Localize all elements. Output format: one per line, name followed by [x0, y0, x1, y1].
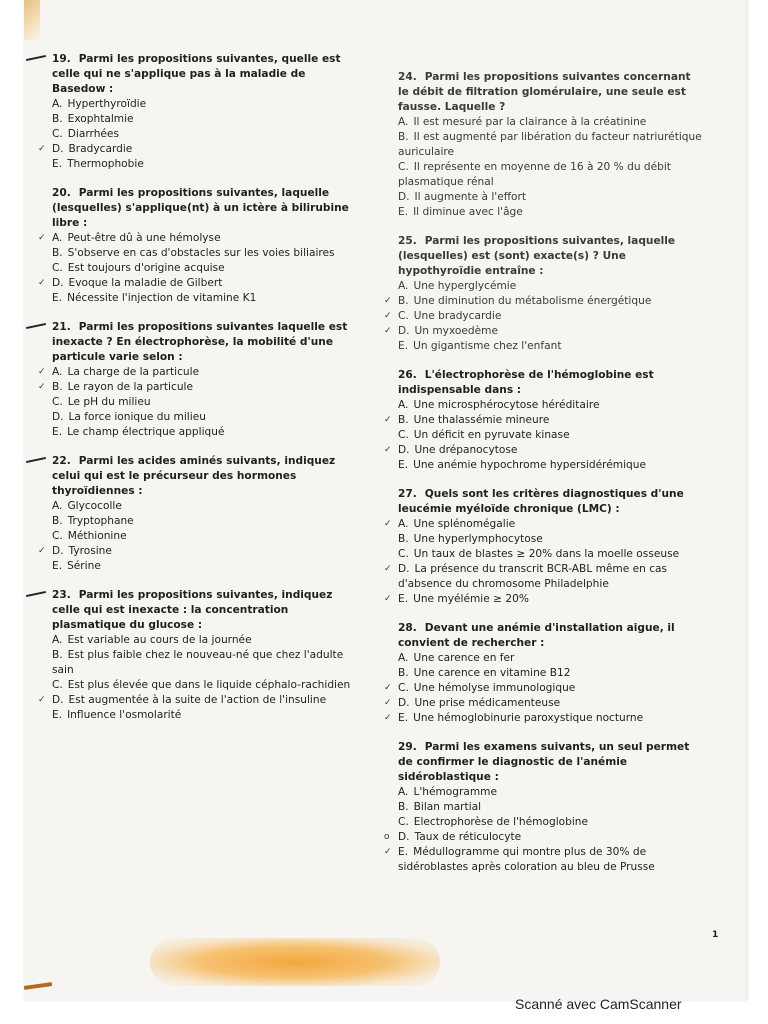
question-number: 19.	[52, 53, 71, 65]
question-29	[384, 740, 703, 875]
option-letter: A.	[398, 518, 409, 530]
check-mark-icon: ✓	[384, 445, 392, 455]
answer-option	[384, 696, 703, 711]
option-text: Diarrhées	[67, 128, 119, 140]
question-19	[38, 52, 362, 172]
option-text: Une carence en fer	[413, 652, 515, 664]
answer-option	[398, 428, 703, 443]
question-text	[52, 588, 362, 633]
question-text	[398, 234, 703, 279]
check-mark-icon: ✓	[38, 278, 46, 288]
check-mark-icon: ✓	[38, 382, 46, 392]
option-letter: B.	[52, 247, 63, 259]
check-mark-icon: ✓	[384, 564, 392, 574]
option-letter: B.	[398, 295, 409, 307]
option-text: Bradycardie	[68, 143, 133, 155]
option-letter: C.	[398, 682, 409, 694]
option-text: La présence du transcrit BCR-ABL même en cas d'absence du chromosome Philadelphie	[398, 563, 668, 590]
answer-option	[52, 425, 362, 440]
check-mark-icon: ✓	[38, 367, 46, 377]
answer-option	[384, 830, 703, 845]
option-text: La force ionique du milieu	[68, 411, 206, 423]
question-statement: Devant une anémie d'installation aigue, il convient de rechercher :	[398, 622, 675, 649]
option-letter: D.	[52, 143, 64, 155]
option-text: Nécessite l'injection de vitamine K1	[67, 292, 257, 304]
option-text: Bilan martial	[413, 801, 482, 813]
option-text: Il représente en moyenne de 16 à 20 % du débit plasmatique rénal	[398, 161, 671, 188]
option-text: Une prise médicamenteuse	[414, 697, 561, 709]
answer-option	[398, 800, 703, 815]
option-letter: D.	[398, 831, 410, 843]
question-25	[384, 234, 703, 354]
answer-option	[52, 395, 362, 410]
answer-option	[398, 547, 703, 562]
question-number: 29.	[398, 741, 417, 753]
answer-option	[398, 651, 703, 666]
option-letter: B.	[398, 131, 409, 143]
answer-option	[398, 190, 703, 205]
answer-option	[384, 592, 703, 607]
option-letter: C.	[398, 161, 409, 173]
answer-option	[398, 339, 703, 354]
option-text: Une anémie hypochrome hypersidérémique	[413, 459, 646, 471]
option-letter: C.	[398, 429, 409, 441]
check-mark-icon: ✓	[384, 594, 392, 604]
question-statement: Parmi les examens suivants, un seul permet de confirmer le diagnostic de l'anémie sidéroblastique :	[398, 741, 690, 783]
answer-option	[38, 365, 362, 380]
question-statement: Parmi les propositions suivantes, laquelle (lesquelles) est (sont) exacte(s) ? Une hypothyroïdie entraîne :	[398, 235, 676, 277]
option-letter: E.	[52, 292, 63, 304]
option-text: Méthionine	[67, 530, 127, 542]
option-text: Taux de réticulocyte	[414, 831, 522, 843]
option-letter: A.	[398, 652, 409, 664]
answer-option	[52, 529, 362, 544]
answer-option	[398, 115, 703, 130]
option-letter: A.	[52, 98, 63, 110]
orange-stain	[150, 938, 440, 986]
option-letter: B.	[52, 649, 63, 661]
option-letter: D.	[398, 325, 410, 337]
question-26	[384, 368, 703, 473]
option-letter: E.	[398, 340, 409, 352]
question-text	[398, 487, 703, 517]
check-mark-icon: ✓	[384, 519, 392, 529]
option-letter: D.	[398, 697, 410, 709]
question-number: 20.	[52, 187, 71, 199]
question-21	[38, 320, 362, 440]
option-text: Glycocolle	[67, 500, 122, 512]
check-mark-icon: ✓	[384, 296, 392, 306]
option-text: Influence l'osmolarité	[67, 709, 182, 721]
answer-option	[52, 291, 362, 306]
answer-option	[384, 517, 703, 532]
option-letter: D.	[52, 411, 64, 423]
question-text	[52, 186, 362, 231]
option-letter: B.	[52, 515, 63, 527]
answer-option	[384, 681, 703, 696]
answer-option	[52, 499, 362, 514]
option-text: Une bradycardie	[413, 310, 502, 322]
question-text	[52, 320, 362, 365]
question-number: 21.	[52, 321, 71, 333]
option-letter: C.	[52, 128, 63, 140]
option-text: Hyperthyroïdie	[67, 98, 147, 110]
answer-option	[52, 246, 362, 261]
answer-option	[384, 845, 703, 875]
answer-option	[52, 648, 362, 678]
check-mark-icon: ✓	[38, 695, 46, 705]
option-letter: B.	[398, 667, 409, 679]
option-letter: C.	[398, 816, 409, 828]
option-letter: B.	[398, 414, 409, 426]
option-text: Une splénomégalie	[413, 518, 516, 530]
option-text: Médullogramme qui montre plus de 30% de sidéroblastes après coloration au bleu de Prusse	[398, 846, 655, 873]
answer-option	[384, 413, 703, 428]
option-text: Est toujours d'origine acquise	[67, 262, 225, 274]
option-letter: D.	[52, 545, 64, 557]
question-number: 23.	[52, 589, 71, 601]
option-text: Une diminution du métabolisme énergétique	[413, 295, 652, 307]
answer-option	[52, 678, 362, 693]
option-letter: D.	[398, 563, 410, 575]
answer-option	[398, 279, 703, 294]
answer-option	[398, 458, 703, 473]
question-statement: Parmi les propositions suivantes, laquelle (lesquelles) s'applique(nt) à un ictère à bilirubine libre :	[52, 187, 349, 229]
question-text	[52, 454, 362, 499]
option-text: Une drépanocytose	[414, 444, 518, 456]
answer-option	[398, 785, 703, 800]
question-text	[398, 740, 703, 785]
option-letter: A.	[398, 116, 409, 128]
option-letter: E.	[398, 593, 409, 605]
option-letter: E.	[398, 459, 409, 471]
question-text	[398, 368, 703, 398]
answer-option	[38, 544, 362, 559]
question-statement: Parmi les propositions suivantes concernant le débit de filtration glomérulaire, une seule est fausse. Laquelle ?	[398, 71, 691, 113]
option-text: Un gigantisme chez l'enfant	[413, 340, 562, 352]
answer-option	[52, 514, 362, 529]
option-text: Il augmente à l'effort	[414, 191, 527, 203]
option-letter: A.	[52, 232, 63, 244]
check-mark-icon: ✓	[384, 683, 392, 693]
option-text: Tryptophane	[67, 515, 134, 527]
left-column	[38, 52, 362, 737]
option-letter: E.	[52, 426, 63, 438]
answer-option	[398, 130, 703, 160]
question-statement: Parmi les propositions suivantes, indiquez celle qui est inexacte : la concentration plasmatique du glucose :	[52, 589, 333, 631]
answer-option	[52, 97, 362, 112]
answer-option	[52, 127, 362, 142]
option-text: Est plus élevée que dans le liquide céphalo-rachidien	[67, 679, 351, 691]
option-letter: B.	[398, 801, 409, 813]
question-text	[398, 621, 703, 651]
answer-option	[38, 231, 362, 246]
option-text: S'observe en cas d'obstacles sur les voies biliaires	[67, 247, 335, 259]
answer-option	[384, 711, 703, 726]
option-text: Une hyperglycémie	[413, 280, 517, 292]
option-text: Il est augmenté par libération du facteur natriurétique auriculaire	[398, 131, 702, 158]
question-statement: Quels sont les critères diagnostiques d'une leucémie myéloïde chronique (LMC) :	[398, 488, 684, 515]
answer-option	[398, 398, 703, 413]
option-text: Est augmentée à la suite de l'action de l'insuline	[68, 694, 327, 706]
option-text: La charge de la particule	[67, 366, 200, 378]
option-letter: C.	[52, 530, 63, 542]
option-letter: E.	[398, 846, 409, 858]
question-20	[38, 186, 362, 306]
option-letter: E.	[398, 712, 409, 724]
option-text: Un déficit en pyruvate kinase	[413, 429, 570, 441]
answer-option	[384, 324, 703, 339]
check-mark-icon: ✓	[384, 847, 392, 857]
option-letter: A.	[398, 280, 409, 292]
option-letter: D.	[398, 444, 410, 456]
option-text: Electrophorèse de l'hémoglobine	[413, 816, 589, 828]
option-letter: C.	[52, 679, 63, 691]
option-letter: E.	[398, 206, 409, 218]
option-letter: D.	[52, 694, 64, 706]
option-text: Il diminue avec l'âge	[413, 206, 523, 218]
question-number: 27.	[398, 488, 417, 500]
option-letter: D.	[398, 191, 410, 203]
question-number: 25.	[398, 235, 417, 247]
option-text: Une microsphérocytose héréditaire	[413, 399, 600, 411]
option-text: Une hémolyse immunologique	[413, 682, 576, 694]
question-text	[52, 52, 362, 97]
question-27	[384, 487, 703, 607]
option-letter: C.	[398, 548, 409, 560]
question-statement: Parmi les acides aminés suivants, indiquez celui qui est le précurseur des hormones thyroïdiennes :	[52, 455, 336, 497]
option-letter: E.	[52, 560, 63, 572]
option-letter: A.	[52, 634, 63, 646]
answer-option	[38, 380, 362, 395]
answer-option	[398, 666, 703, 681]
check-mark-icon: ✓	[384, 698, 392, 708]
option-text: Peut-être dû à une hémolyse	[67, 232, 221, 244]
answer-option	[38, 693, 362, 708]
option-text: Tyrosine	[68, 545, 112, 557]
answer-option	[52, 708, 362, 723]
question-statement: L'électrophorèse de l'hémoglobine est indispensable dans :	[398, 369, 654, 396]
question-number: 24.	[398, 71, 417, 83]
option-text: Le pH du milieu	[67, 396, 151, 408]
check-mark-icon: ✓	[38, 233, 46, 243]
option-text: Un myxoedème	[414, 325, 498, 337]
option-text: Evoque la maladie de Gilbert	[68, 277, 223, 289]
option-text: Est variable au cours de la journée	[67, 634, 252, 646]
option-letter: E.	[52, 709, 63, 721]
question-22	[38, 454, 362, 574]
option-text: Exophtalmie	[67, 113, 134, 125]
answer-option	[52, 112, 362, 127]
option-letter: C.	[52, 396, 63, 408]
option-letter: A.	[398, 786, 409, 798]
option-letter: A.	[52, 500, 63, 512]
option-text: Une thalassémie mineure	[413, 414, 550, 426]
check-mark-icon: ✓	[384, 326, 392, 336]
option-letter: B.	[52, 381, 63, 393]
question-number: 28.	[398, 622, 417, 634]
corner-stain	[24, 0, 40, 40]
answer-option	[398, 205, 703, 220]
option-text: Une myélémie ≥ 20%	[413, 593, 529, 605]
option-letter: D.	[52, 277, 64, 289]
question-text	[398, 70, 703, 115]
answer-option	[384, 443, 703, 458]
option-letter: C.	[398, 310, 409, 322]
answer-option	[398, 160, 703, 190]
answer-option	[398, 815, 703, 830]
question-number: 26.	[398, 369, 417, 381]
option-text: Est plus faible chez le nouveau-né que chez l'adulte sain	[52, 649, 344, 676]
option-text: Le champ électrique appliqué	[67, 426, 225, 438]
option-text: Une carence en vitamine B12	[413, 667, 571, 679]
answer-option	[52, 157, 362, 172]
option-text: Il est mesuré par la clairance à la créatinine	[413, 116, 647, 128]
check-mark-icon: o	[384, 832, 390, 842]
option-text: Le rayon de la particule	[67, 381, 194, 393]
answer-option	[52, 559, 362, 574]
answer-option	[38, 276, 362, 291]
answer-option	[398, 532, 703, 547]
check-mark-icon: ✓	[384, 415, 392, 425]
answer-option	[384, 294, 703, 309]
question-statement: Parmi les propositions suivantes laquelle est inexacte ? En électrophorèse, la mobilité d'une particule varie selon :	[52, 321, 348, 363]
answer-option	[52, 410, 362, 425]
answer-option	[52, 261, 362, 276]
option-text: Une hyperlymphocytose	[413, 533, 543, 545]
answer-option	[38, 142, 362, 157]
option-letter: A.	[398, 399, 409, 411]
question-23	[38, 588, 362, 723]
answer-option	[52, 633, 362, 648]
question-statement: Parmi les propositions suivantes, quelle est celle qui ne s'applique pas à la maladie de Basedow :	[52, 53, 341, 95]
right-column	[384, 70, 703, 889]
answer-option	[384, 562, 703, 592]
page-number: 1	[712, 930, 719, 940]
option-letter: E.	[52, 158, 63, 170]
question-number: 22.	[52, 455, 71, 467]
check-mark-icon: ✓	[38, 144, 46, 154]
option-text: Un taux de blastes ≥ 20% dans la moelle osseuse	[413, 548, 680, 560]
check-mark-icon: ✓	[38, 546, 46, 556]
option-letter: B.	[398, 533, 409, 545]
option-text: L'hémogramme	[413, 786, 498, 798]
option-text: Sérine	[67, 560, 101, 572]
check-mark-icon: ✓	[384, 713, 392, 723]
check-mark-icon: ✓	[384, 311, 392, 321]
option-letter: C.	[52, 262, 63, 274]
question-28	[384, 621, 703, 726]
question-24	[398, 70, 703, 220]
option-text: Une hémoglobinurie paroxystique nocturne	[413, 712, 644, 724]
option-letter: B.	[52, 113, 63, 125]
answer-option	[384, 309, 703, 324]
option-letter: A.	[52, 366, 63, 378]
option-text: Thermophobie	[67, 158, 144, 170]
camscanner-watermark: Scanné avec CamScanner	[515, 996, 682, 1012]
